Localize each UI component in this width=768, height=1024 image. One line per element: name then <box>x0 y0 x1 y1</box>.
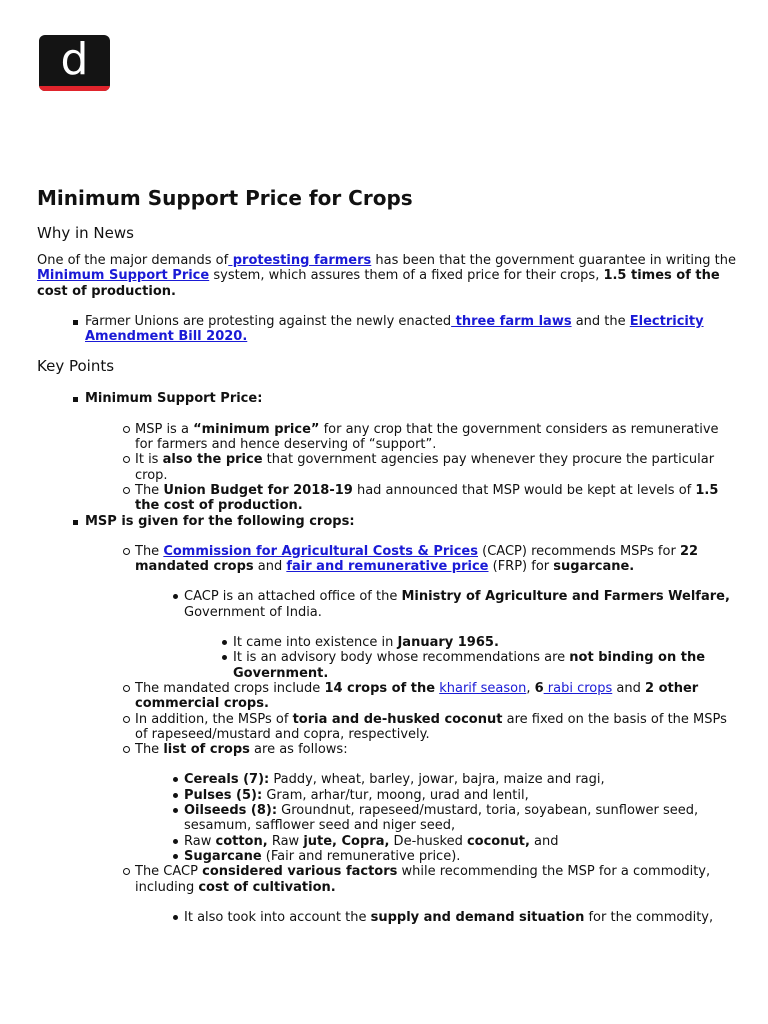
text-run: The <box>135 543 164 559</box>
disc-bullet-icon <box>173 854 178 859</box>
text-run: that government agencies pay whenever they procure the particular crop. <box>135 452 715 483</box>
list-item <box>37 712 737 743</box>
list-item <box>37 514 737 926</box>
text-run: while recommending the MSP for a commodity, including <box>135 864 711 895</box>
text-run: and <box>612 680 645 696</box>
text-run: Raw <box>184 833 216 849</box>
bold-text: Sugarcane <box>184 848 262 864</box>
list-item-text <box>233 635 499 650</box>
text-run: and the <box>571 313 630 329</box>
list-item-text <box>184 803 698 833</box>
link-commission-for-agricultural-costs-prices[interactable]: Commission for Agricultural Costs & Prices <box>163 543 478 559</box>
bold-text: Minimum Support Price: <box>85 391 263 407</box>
section-heading-key-points: Key Points <box>37 357 115 376</box>
bold-text: 1.5 times of the cost of production. <box>37 268 720 299</box>
text-run: It is <box>135 452 163 468</box>
text-run: Raw <box>267 833 304 849</box>
nested-list <box>135 772 737 864</box>
list-item <box>37 742 737 864</box>
circle-bullet-icon <box>123 487 130 494</box>
circle-bullet-icon <box>123 426 130 433</box>
square-bullet-icon <box>73 320 78 325</box>
list-item <box>37 834 737 849</box>
text-run: MSP is a <box>135 421 194 437</box>
list-item-text <box>135 712 727 742</box>
text-run: had announced that MSP would be kept at levels of <box>352 482 696 498</box>
list-item <box>37 849 737 864</box>
disc-bullet-icon <box>173 793 178 798</box>
square-bullet-icon <box>73 520 78 525</box>
bold-text: January 1965. <box>397 635 499 651</box>
list-item <box>37 544 737 681</box>
bold-text: toria and de-husked coconut <box>292 711 503 727</box>
text-run: CACP is an attached office of the <box>184 589 402 605</box>
bold-text: coconut, <box>466 833 530 849</box>
list-item-text <box>85 514 355 529</box>
text-run: The <box>135 482 164 498</box>
logo-letter: d <box>60 35 89 85</box>
circle-bullet-icon <box>123 685 130 692</box>
nested-list <box>184 635 737 681</box>
list-item <box>37 635 737 650</box>
text-run: for the commodity, <box>584 909 714 925</box>
list-item <box>37 391 737 513</box>
text-run: In addition, the MSPs of <box>135 711 293 727</box>
list-item <box>37 910 737 925</box>
list-item-text <box>184 772 605 787</box>
circle-bullet-icon <box>123 746 130 753</box>
document-body <box>37 185 737 925</box>
list-item-text <box>135 422 719 452</box>
list-item <box>37 650 737 681</box>
list-item-text <box>184 788 529 803</box>
disc-bullet-icon <box>173 594 178 599</box>
bold-text: 1.5 the cost of production. <box>135 482 719 514</box>
circle-bullet-icon <box>123 716 130 723</box>
text-run: It came into existence in <box>233 635 398 651</box>
text-run: The <box>135 742 164 758</box>
list-item <box>37 422 737 453</box>
list-item <box>37 788 737 803</box>
circle-bullet-icon <box>123 868 130 875</box>
link-three-farm-laws[interactable]: three farm laws <box>451 313 572 329</box>
text-run: The mandated crops include <box>135 680 325 696</box>
list-item-text <box>85 314 704 344</box>
text-run: and <box>529 833 559 849</box>
bold-text: considered various factors <box>202 864 398 880</box>
text-run: The CACP <box>135 864 203 880</box>
text-run: Government of India. <box>184 604 322 620</box>
list-item-text <box>184 589 730 619</box>
disc-bullet-icon <box>222 655 227 660</box>
text-run: Paddy, wheat, barley, jowar, bajra, maize and ragi, <box>269 772 605 788</box>
link-fair-and-remunerative-price[interactable]: fair and remunerative price <box>286 559 489 575</box>
link-rabi-crops[interactable]: rabi crops <box>543 680 613 696</box>
text-run: (Fair and remunerative price). <box>261 848 461 864</box>
list-item-text <box>135 544 698 574</box>
text-run: has been that the government guarantee in writing the <box>371 253 736 268</box>
text-run: Farmer Unions are protesting against the newly enacted <box>85 313 452 329</box>
link-minimum-support-price[interactable]: Minimum Support Price <box>37 268 210 284</box>
text-run: system, which assures them of a fixed price for their crops, <box>209 268 604 284</box>
nested-list <box>85 544 737 925</box>
text-run: (CACP) recommends MSPs for <box>478 543 680 559</box>
text-run: Gram, arhar/tur, moong, urad and lentil, <box>262 787 529 803</box>
nested-list <box>135 589 737 680</box>
list-item-text <box>184 834 558 849</box>
news-paragraph <box>37 253 737 299</box>
circle-bullet-icon <box>123 456 130 463</box>
text-run: One of the major demands of <box>37 253 229 268</box>
link-protesting-farmers[interactable]: protesting farmers <box>228 253 372 268</box>
text-run: Groundnut, rapeseed/mustard, toria, soyabean, sunflower seed, sesamum, safflower seed and niger seed, <box>184 803 699 834</box>
bold-text: cotton, <box>215 833 268 849</box>
bold-text: jute, Copra, <box>303 833 390 849</box>
list-item-text <box>85 391 262 406</box>
link-kharif-season[interactable]: kharif season <box>439 680 527 696</box>
square-bullet-icon <box>73 397 78 402</box>
bold-text: also the price <box>162 452 263 468</box>
list-item <box>37 772 737 787</box>
text-run: (FRP) for <box>488 559 554 575</box>
bold-text: sugarcane. <box>553 559 635 575</box>
bold-text: MSP is given for the following crops: <box>85 513 355 529</box>
text-run: De-husked <box>389 833 467 849</box>
nested-list <box>85 422 737 514</box>
circle-bullet-icon <box>123 548 130 555</box>
list-item <box>37 483 737 514</box>
list-item-text <box>135 452 714 482</box>
list-item-text <box>135 681 698 711</box>
page-title: Minimum Support Price for Crops <box>37 186 413 210</box>
section-heading-why-in-news: Why in News <box>37 224 134 242</box>
nested-list <box>135 910 737 925</box>
list-item <box>37 803 737 834</box>
text-run: It also took into account the <box>184 909 371 925</box>
bold-text: 6 <box>534 680 544 696</box>
disc-bullet-icon <box>173 777 178 782</box>
disc-bullet-icon <box>173 839 178 844</box>
bold-text: Oilseeds (8): <box>184 803 278 819</box>
text-run: are as follows: <box>249 742 348 758</box>
bold-text: “minimum price” <box>193 421 320 437</box>
text-run: It is an advisory body whose recommendations are <box>233 650 570 666</box>
list-item-text <box>184 910 713 925</box>
list-item <box>37 314 737 345</box>
bold-text: 2 other commercial crops. <box>135 680 699 712</box>
text-run: , <box>526 680 535 696</box>
bold-text: Union Budget for 2018-19 <box>163 482 353 498</box>
bold-text: Pulses (5): <box>184 787 263 803</box>
disc-bullet-icon <box>173 915 178 920</box>
bold-text: supply and demand situation <box>370 909 585 925</box>
disc-bullet-icon <box>222 640 227 645</box>
bold-text: 22 mandated crops <box>135 543 699 575</box>
list-item-text <box>135 483 718 513</box>
list-item-text <box>184 849 460 864</box>
news-bullet-list <box>37 314 737 345</box>
list-item <box>37 864 737 925</box>
d-logo-icon[interactable] <box>39 35 110 91</box>
disc-bullet-icon <box>173 808 178 813</box>
bold-text: list of crops <box>163 742 250 758</box>
text-run: are fixed on the basis of the MSPs of rapeseed/mustard and copra, respectively. <box>135 711 727 742</box>
link-electricity-amendment-bill-2020[interactable]: Electricity Amendment Bill 2020. <box>85 313 704 345</box>
text-run: and <box>253 559 287 575</box>
key-points-list <box>37 391 737 925</box>
list-item-text <box>233 650 705 680</box>
bold-text: Ministry of Agriculture and Farmers Welfare, <box>401 589 730 605</box>
bold-text: Cereals (7): <box>184 772 270 788</box>
text-run: for any crop that the government considers as remunerative for farmers and hence deserving of “support”. <box>135 421 719 453</box>
list-item <box>37 681 737 712</box>
list-item-text <box>135 864 710 894</box>
bold-text: cost of cultivation. <box>198 879 336 895</box>
bold-text: 14 crops of the <box>324 680 436 696</box>
bold-text: not binding on the Government. <box>233 650 706 681</box>
list-item <box>37 589 737 680</box>
list-item-text <box>135 742 348 757</box>
list-item <box>37 452 737 483</box>
